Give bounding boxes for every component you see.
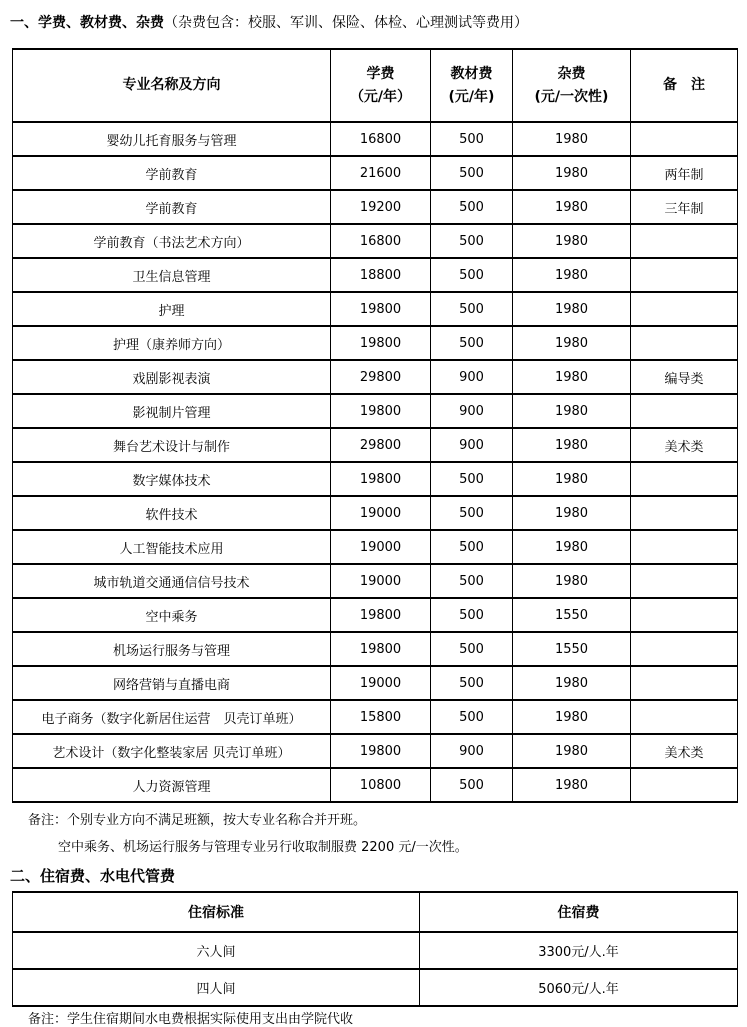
dorm-table-header-row (13, 892, 738, 932)
fee-table-row (13, 632, 738, 666)
textbook-fee-cell: 900 (431, 394, 513, 428)
remark-cell (631, 258, 738, 292)
fee-table-body (13, 122, 738, 802)
major-name-cell: 网络营销与直播电商 (13, 666, 331, 700)
textbook-fee-cell: 500 (431, 632, 513, 666)
remark-cell (631, 462, 738, 496)
misc-fee-cell: 1980 (513, 190, 631, 224)
tuition-cell: 19200 (331, 190, 431, 224)
fee-table-row (13, 292, 738, 326)
misc-fee-cell: 1980 (513, 156, 631, 190)
tuition-cell: 19800 (331, 462, 431, 496)
fee-table-row (13, 428, 738, 462)
misc-fee-cell: 1980 (513, 496, 631, 530)
remark-cell (631, 292, 738, 326)
dorm-fee-cell: 3300元/人.年 (420, 932, 738, 969)
major-name-cell: 护理 (13, 292, 331, 326)
misc-fee-cell: 1980 (513, 292, 631, 326)
major-name-cell: 学前教育 (13, 156, 331, 190)
tuition-cell: 19800 (331, 598, 431, 632)
dorm-standard-cell: 四人间 (13, 969, 420, 1006)
section1-heading (10, 14, 737, 32)
dorm-table (12, 891, 738, 1007)
major-name-cell: 戏剧影视表演 (13, 360, 331, 394)
fee-table-row (13, 734, 738, 768)
remark-cell (631, 122, 738, 156)
dorm-table-header (13, 892, 738, 932)
remark-cell: 美术类 (631, 428, 738, 462)
fee-col-header-major (13, 49, 331, 122)
fee-table-row (13, 462, 738, 496)
fee-table-header-row (13, 49, 738, 122)
textbook-fee-cell: 500 (431, 564, 513, 598)
remark-cell (631, 768, 738, 802)
misc-fee-cell: 1980 (513, 734, 631, 768)
textbook-fee-cell: 900 (431, 734, 513, 768)
textbook-fee-cell: 500 (431, 224, 513, 258)
textbook-fee-cell: 900 (431, 360, 513, 394)
major-name-cell: 城市轨道交通通信信号技术 (13, 564, 331, 598)
textbook-fee-cell: 500 (431, 122, 513, 156)
tuition-cell: 10800 (331, 768, 431, 802)
misc-fee-cell: 1980 (513, 666, 631, 700)
fee-table-row (13, 326, 738, 360)
fee-table-row (13, 496, 738, 530)
tuition-cell: 19800 (331, 292, 431, 326)
major-name-cell: 人力资源管理 (13, 768, 331, 802)
fee-col-header-tuition (331, 49, 431, 122)
remark-cell (631, 530, 738, 564)
fee-table-row (13, 666, 738, 700)
section1-heading-paren: （杂费包含：校服、军训、保险、体检、心理测试等费用） (164, 15, 528, 31)
tuition-cell: 16800 (331, 224, 431, 258)
section2-heading: 二、住宿费、水电代管费 (10, 867, 176, 885)
fee-table-row (13, 700, 738, 734)
textbook-fee-cell: 500 (431, 768, 513, 802)
tuition-cell: 18800 (331, 258, 431, 292)
major-name-cell: 机场运行服务与管理 (13, 632, 331, 666)
misc-fee-cell: 1980 (513, 258, 631, 292)
dorm-col-header-standard: 住宿标准 (13, 892, 420, 932)
textbook-fee-cell: 500 (431, 666, 513, 700)
fee-table-row (13, 598, 738, 632)
tuition-cell: 29800 (331, 428, 431, 462)
remark-cell (631, 394, 738, 428)
textbook-fee-cell: 500 (431, 326, 513, 360)
remark-cell (631, 666, 738, 700)
misc-fee-cell: 1980 (513, 224, 631, 258)
major-name-cell: 舞台艺术设计与制作 (13, 428, 331, 462)
remark-cell (631, 326, 738, 360)
textbook-fee-cell: 900 (431, 428, 513, 462)
dorm-col-header-fee: 住宿费 (420, 892, 738, 932)
misc-fee-cell: 1980 (513, 394, 631, 428)
fee-table (12, 48, 738, 803)
fee-col-header-tuition-label: 学费 (366, 65, 395, 82)
misc-fee-cell: 1980 (513, 326, 631, 360)
misc-fee-cell: 1550 (513, 632, 631, 666)
dorm-table-row (13, 969, 738, 1006)
textbook-fee-cell: 500 (431, 258, 513, 292)
textbook-fee-cell: 500 (431, 530, 513, 564)
major-name-cell: 电子商务（数字化新居住运营 贝壳订单班） (13, 700, 331, 734)
major-name-cell: 软件技术 (13, 496, 331, 530)
remark-cell (631, 700, 738, 734)
remark-cell: 编导类 (631, 360, 738, 394)
fee-col-header-textbook-label: 教材费 (450, 65, 493, 82)
remark-cell (631, 598, 738, 632)
fee-table-row (13, 530, 738, 564)
misc-fee-cell: 1980 (513, 122, 631, 156)
fee-col-header-remark-label: 备 注 (663, 77, 705, 93)
fee-table-row (13, 258, 738, 292)
misc-fee-cell: 1980 (513, 700, 631, 734)
tuition-cell: 19000 (331, 496, 431, 530)
fee-col-header-major-label: 专业名称及方向 (122, 77, 221, 93)
fee-table-note-line2: 空中乘务、机场运行服务与管理专业另行收取制服费 2200 元/一次性。 (58, 840, 468, 855)
tuition-cell: 21600 (331, 156, 431, 190)
major-name-cell: 学前教育（书法艺术方向） (13, 224, 331, 258)
textbook-fee-cell: 500 (431, 700, 513, 734)
tuition-cell: 19800 (331, 632, 431, 666)
remark-cell (631, 632, 738, 666)
tuition-cell: 19000 (331, 666, 431, 700)
misc-fee-cell: 1980 (513, 360, 631, 394)
fee-col-header-misc (513, 49, 631, 122)
tuition-cell: 19000 (331, 564, 431, 598)
fee-table-row (13, 156, 738, 190)
major-name-cell: 护理（康养师方向） (13, 326, 331, 360)
major-name-cell: 空中乘务 (13, 598, 331, 632)
remark-cell (631, 564, 738, 598)
tuition-cell: 19000 (331, 530, 431, 564)
major-name-cell: 人工智能技术应用 (13, 530, 331, 564)
tuition-cell: 15800 (331, 700, 431, 734)
major-name-cell: 婴幼儿托育服务与管理 (13, 122, 331, 156)
misc-fee-cell: 1980 (513, 564, 631, 598)
fee-table-note-line1: 备注：个别专业方向不满足班额，按大专业名称合并开班。 (28, 813, 367, 828)
tuition-cell: 19800 (331, 394, 431, 428)
fee-table-row (13, 122, 738, 156)
fee-table-row (13, 394, 738, 428)
misc-fee-cell: 1980 (513, 768, 631, 802)
remark-cell (631, 224, 738, 258)
textbook-fee-cell: 500 (431, 190, 513, 224)
fee-col-header-misc-label: 杂费 (557, 65, 586, 82)
textbook-fee-cell: 500 (431, 292, 513, 326)
section1-heading-bold: 一、学费、教材费、杂费 (10, 15, 164, 31)
fee-table-row (13, 190, 738, 224)
fee-col-header-remark (631, 49, 738, 122)
fee-table-row (13, 224, 738, 258)
fee-col-header-textbook (431, 49, 513, 122)
fee-col-header-misc-unit: (元/一次性) (534, 88, 609, 105)
remark-cell: 三年制 (631, 190, 738, 224)
fee-col-header-textbook-unit: (元/年) (448, 88, 495, 105)
dorm-table-row (13, 932, 738, 969)
fee-table-header (13, 49, 738, 122)
dorm-table-body (13, 932, 738, 1006)
tuition-cell: 16800 (331, 122, 431, 156)
remark-cell: 美术类 (631, 734, 738, 768)
fee-table-row (13, 564, 738, 598)
fee-col-header-tuition-unit: （元/年） (349, 88, 412, 105)
remark-cell: 两年制 (631, 156, 738, 190)
textbook-fee-cell: 500 (431, 496, 513, 530)
major-name-cell: 数字媒体技术 (13, 462, 331, 496)
remark-cell (631, 496, 738, 530)
textbook-fee-cell: 500 (431, 598, 513, 632)
misc-fee-cell: 1980 (513, 462, 631, 496)
misc-fee-cell: 1550 (513, 598, 631, 632)
misc-fee-cell: 1980 (513, 530, 631, 564)
fee-table-row (13, 360, 738, 394)
dorm-standard-cell: 六人间 (13, 932, 420, 969)
textbook-fee-cell: 500 (431, 156, 513, 190)
tuition-cell: 19800 (331, 734, 431, 768)
dorm-fee-cell: 5060元/人.年 (420, 969, 738, 1006)
major-name-cell: 艺术设计（数字化整装家居 贝壳订单班） (13, 734, 331, 768)
major-name-cell: 学前教育 (13, 190, 331, 224)
textbook-fee-cell: 500 (431, 462, 513, 496)
tuition-cell: 19800 (331, 326, 431, 360)
major-name-cell: 影视制片管理 (13, 394, 331, 428)
misc-fee-cell: 1980 (513, 428, 631, 462)
fee-table-row (13, 768, 738, 802)
major-name-cell: 卫生信息管理 (13, 258, 331, 292)
tuition-cell: 29800 (331, 360, 431, 394)
dorm-table-note: 备注：学生住宿期间水电费根据实际使用支出由学院代收 (28, 1012, 354, 1027)
